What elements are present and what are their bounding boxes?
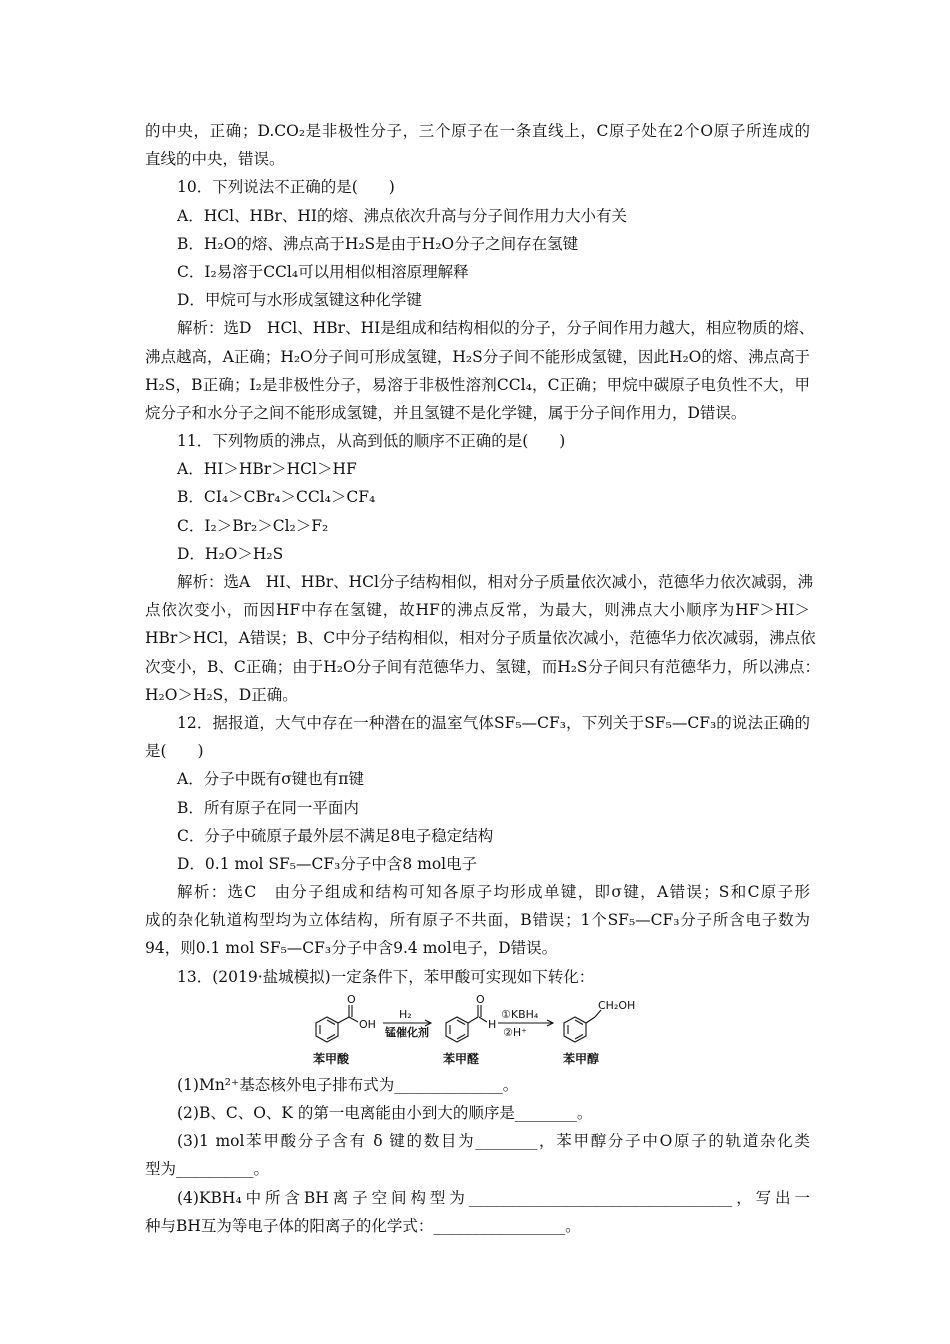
question-13-part-4: 种与BH互为等电子体的阳离子的化学式：_________________。 [145,1216,581,1235]
document-body [145,117,821,1240]
reagent-h-plus: ②H⁺ [503,1025,527,1039]
question-13-part-4: (4)KBH₄中所含BH离子空间构型为__________________________________，写出一 [177,1188,810,1207]
oxygen-label: O [347,992,356,1006]
ch2oh-label: CH₂OH [598,998,636,1012]
question-13-part-2: (2)B、C、O、K 的第一电离能由小到大的顺序是________。 [177,1104,593,1122]
reagent-h2: H₂ [399,1007,412,1021]
compound-name-benzaldehyde: 苯甲醛 [443,1051,480,1066]
question-12-option-a: A．分子中既有σ键也有π键 [177,770,364,789]
question-11-analysis: 次变小，B、C正确；由于H₂O分子间有范德华力、氢键，而H₂S分子间只有范德华力，所以沸点： [145,657,821,676]
question-12-option-c: C．分子中硫原子最外层不满足8电子稳定结构 [177,826,494,845]
text-line: 直线的中央，错误。 [145,150,285,169]
question-12-analysis: 成的杂化轨道构型均为立体结构，所有原子不共面，B错误；1个SF₅—CF₃分子所含电子数为 [145,911,810,930]
question-13-part-3: (3)1 mol苯甲酸分子含有 δ 键的数目为________，苯甲醇分子中O原子的轨道杂化类 [177,1132,810,1151]
question-10-option-a: A．HCl、HBr、HI的熔、沸点依次升高与分子间作用力大小有关 [177,206,627,225]
aldehyde-h-label: H [488,1017,497,1031]
benzene-ring-2 [446,1017,468,1042]
compound-name-benzoic-acid: 苯甲酸 [313,1051,350,1066]
question-10-option-c: C．I₂易溶于CCl₄可以用相似相溶原理解释 [177,262,469,281]
reagent-catalyst: 锰催化剂 [385,1025,429,1039]
question-13-stem: 13．(2019·盐城模拟)一定条件下，苯甲酸可实现如下转化： [177,967,595,986]
oxygen-label: O [476,992,485,1006]
question-10-option-d: D．甲烷可与水形成氢键这种化学键 [177,291,422,310]
question-13-part-1: (1)Mn²⁺基态核外电子排布式为______________。 [177,1075,519,1094]
question-11-analysis: HBr＞HCl，A错误；B、C中分子结构相似，相对分子质量依次减小，范德华力依次减弱，沸点依 [145,629,816,648]
question-11-analysis: H₂O＞H₂S，D正确。 [145,685,298,704]
question-10-analysis: 烷分子和水分子之间不能形成氢键，并且氢键不是化学键，属于分子间作用力，D错误。 [145,403,747,422]
question-10-analysis: H₂S，B正确；I₂是非极性分子，易溶于非极性溶剂CCl₄，C正确；甲烷中碳原子电负性不大，甲 [145,375,810,394]
benzene-ring-1 [316,1017,338,1042]
question-11-option-c: C．I₂＞Br₂＞Cl₂＞F₂ [177,516,329,535]
question-11-analysis: 解析：选A HI、HBr、HCl分子结构相似，相对分子质量依次减小，范德华力依次减弱，沸 [177,573,813,591]
question-11-option-d: D．H₂O＞H₂S [177,544,284,563]
question-12-analysis: 94，则0.1 mol SF₅—CF₃分子中含9.4 mol电子，D错误。 [145,939,558,958]
question-10-stem: 10．下列说法不正确的是( ) [177,178,395,197]
compound-name-benzyl-alcohol: 苯甲醇 [563,1051,600,1066]
question-13-part-3: 型为__________。 [145,1160,270,1179]
hydroxyl-label: OH [359,1017,376,1031]
question-10-analysis: 沸点越高，A正确；H₂O分子间可形成氢键，H₂S分子间不能形成氢键，因此H₂O的熔、沸点高于 [145,347,810,366]
question-12-option-b: B．所有原子在同一平面内 [177,798,359,817]
reaction-scheme-drawing [313,993,653,1069]
text-line: 的中央，正确；D.CO₂是非极性分子，三个原子在一条直线上，C原子处在2个O原子所连成的 [145,122,810,140]
question-12-analysis: 解析：选C 由分子组成和结构可知各原子均形成单键，即σ键，A错误；S和C原子形 [177,883,810,902]
benzene-ring-3 [564,1017,586,1042]
question-11-option-a: A．HI＞HBr＞HCl＞HF [177,460,357,479]
reagent-kbh4: ①KBH₄ [501,1007,539,1021]
reaction-scheme [145,993,810,1069]
question-12-stem: 是( ) [145,742,204,761]
question-10-option-b: B．H₂O的熔、沸点高于H₂S是由于H₂O分子之间存在氢键 [177,234,579,253]
question-11-analysis: 点依次变小，而因HF中存在氢键，故HF的沸点反常，为最大，则沸点大小顺序为HF＞HI＞ [145,601,810,620]
question-10-analysis: 解析：选D HCl、HBr、HI是组成和结构相似的分子，分子间作用力越大，相应物质的熔、 [177,319,815,338]
question-11-option-b: B．CI₄＞CBr₄＞CCl₄＞CF₄ [177,488,376,507]
question-12-stem: 12．据报道，大气中存在一种潜在的温室气体SF₅—CF₃，下列关于SF₅—CF₃的说法正确的 [177,713,810,732]
question-12-option-d: D．0.1 mol SF₅—CF₃分子中含8 mol电子 [177,854,478,873]
question-11-stem: 11．下列物质的沸点，从高到低的顺序不正确的是( ) [177,432,566,451]
